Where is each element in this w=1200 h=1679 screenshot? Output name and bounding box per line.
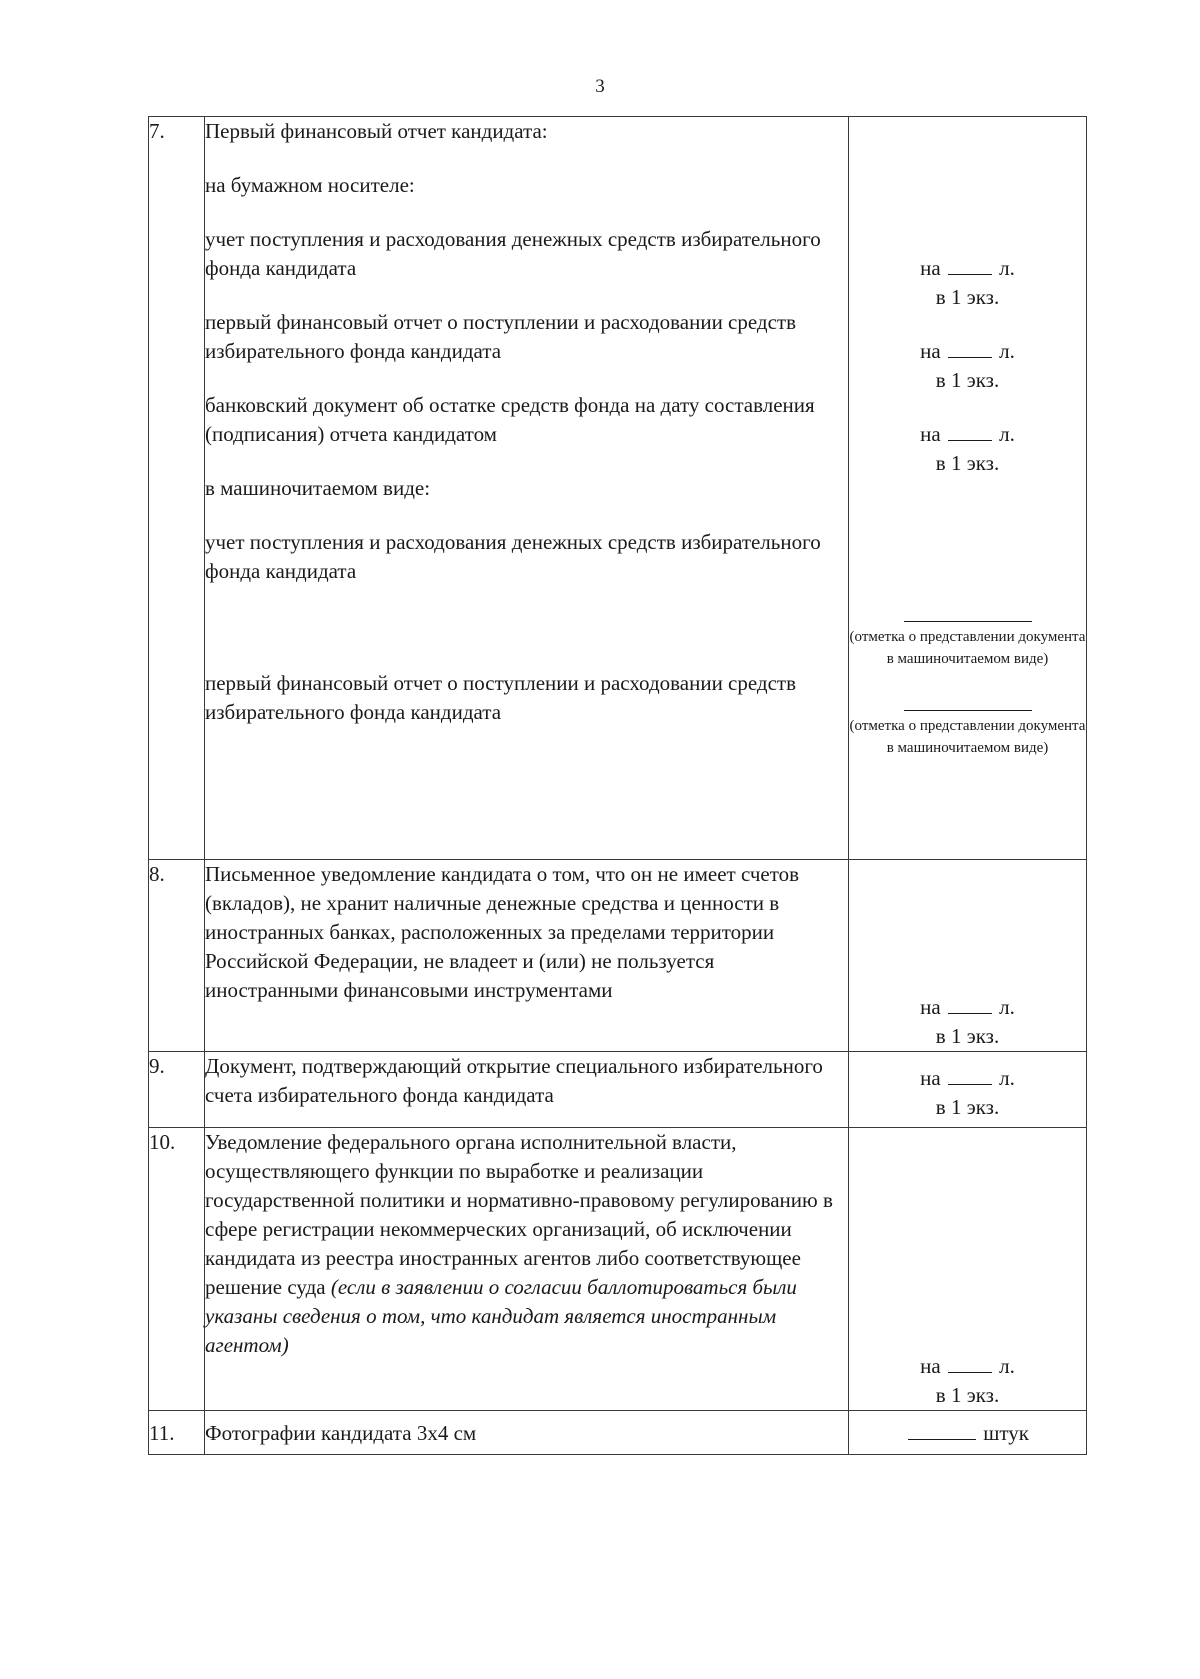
count-slot: на л. xyxy=(920,1066,1015,1090)
machine-label: в машиночитаемом виде: xyxy=(205,476,431,500)
table-row xyxy=(149,117,1087,860)
row-number: 9. xyxy=(149,1052,205,1128)
mark-note: (отметка о представлении документа в машиночитаемом виде) xyxy=(849,718,1086,756)
count-slot: на л. xyxy=(920,422,1015,446)
row-title: Первый финансовый отчет кандидата: xyxy=(205,119,548,143)
row-text: Уведомление федерального органа исполнительной власти, осуществляющего функции по выработке и реализации государственной политики и нормативно-правовому регулированию в сфере регистрации некоммерческих организаций, об исключении кандидата из реестра иностранных агентов либо соответствующее решение суда xyxy=(205,1130,833,1299)
row-number: 7. xyxy=(149,117,205,860)
machine-item: учет поступления и расходования денежных средств избирательного фонда кандидата xyxy=(205,530,821,583)
count-slot: на л. xyxy=(920,1354,1015,1378)
row-count xyxy=(849,1128,1087,1411)
table-row xyxy=(149,1411,1087,1455)
copies-label: в 1 экз. xyxy=(935,1383,1000,1407)
blank-line xyxy=(948,1066,992,1085)
copies-label: в 1 экз. xyxy=(935,285,1000,309)
paper-item: учет поступления и расходования денежных средств избирательного фонда кандидата xyxy=(205,227,821,280)
copies-label: в 1 экз. xyxy=(935,368,1000,392)
row-description: Фотографии кандидата 3х4 см xyxy=(205,1411,849,1455)
paper-item: первый финансовый отчет о поступлении и расходовании средств избирательного фонда кандидата xyxy=(205,310,797,363)
blank-line xyxy=(948,1354,992,1373)
mark-note: (отметка о представлении документа в машиночитаемом виде) xyxy=(849,629,1086,667)
signature-line xyxy=(904,710,1032,711)
row-description xyxy=(205,117,849,860)
paper-item: банковский документ об остатке средств фонда на дату составления (подписания) отчета кандидатом xyxy=(205,393,815,446)
count-suffix: штук xyxy=(983,1421,1030,1445)
table-row xyxy=(149,1128,1087,1411)
row-count xyxy=(849,1052,1087,1128)
blank-line xyxy=(948,256,992,275)
table-row xyxy=(149,860,1087,1052)
row-number: 8. xyxy=(149,860,205,1052)
machine-item: первый финансовый отчет о поступлении и расходовании средств избирательного фонда кандидата xyxy=(205,671,797,724)
row-count xyxy=(849,1411,1087,1455)
table-row xyxy=(149,1052,1087,1128)
copies-label: в 1 экз. xyxy=(935,1095,1000,1119)
row-description: Документ, подтверждающий открытие специального избирательного счета избирательного фонда кандидата xyxy=(205,1052,849,1128)
signature-line xyxy=(904,621,1032,622)
blank-line xyxy=(908,1421,976,1440)
blank-line xyxy=(948,339,992,358)
blank-line xyxy=(948,422,992,441)
page-number: 3 xyxy=(595,76,605,97)
documents-table xyxy=(148,116,1087,1455)
row-description: Письменное уведомление кандидата о том, что он не имеет счетов (вкладов), не хранит наличные денежные средства и ценности в иностранных банках, расположенных за пределами территории Российской Федерации, не владеет и (или) не пользуется иностранными финансовыми инструментами xyxy=(205,860,849,1052)
count-slot: на л. xyxy=(920,339,1015,363)
row-number: 11. xyxy=(149,1411,205,1455)
blank-line xyxy=(948,995,992,1014)
copies-label: в 1 экз. xyxy=(935,451,1000,475)
row-count xyxy=(849,117,1087,860)
row-count xyxy=(849,860,1087,1052)
row-number: 10. xyxy=(149,1128,205,1411)
count-slot: на л. xyxy=(920,256,1015,280)
row-description xyxy=(205,1128,849,1411)
copies-label: в 1 экз. xyxy=(935,1024,1000,1048)
row-text-italic: (если в заявлении о согласии баллотироваться были указаны сведения о том, что кандидат является иностранным агентом) xyxy=(205,1275,797,1357)
paper-label: на бумажном носителе: xyxy=(205,173,415,197)
count-slot: на л. xyxy=(920,995,1015,1019)
